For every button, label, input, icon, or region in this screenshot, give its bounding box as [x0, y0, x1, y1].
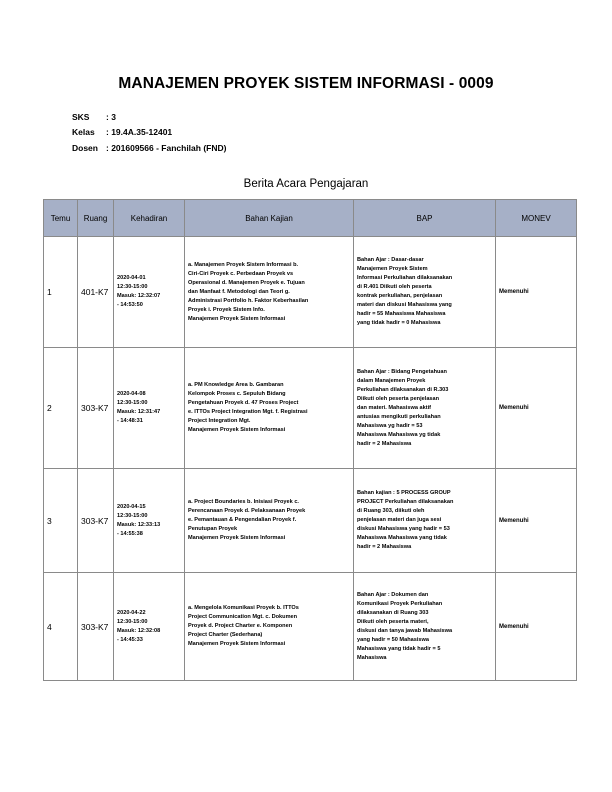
kehadiran-line: 12:30-15:00 — [117, 618, 148, 625]
bahan-line: Project Integration Mgt. — [188, 418, 251, 424]
cell-ruang: 401-K7 — [78, 237, 114, 348]
bap-line: Bahan Ajar : Bidang Pengetahuan — [357, 368, 447, 375]
cell-ruang: 303-K7 — [78, 573, 114, 681]
cell-monev: Memenuhi — [496, 469, 577, 573]
cell-kehadiran — [114, 237, 185, 348]
bap-line: dalam Manajemen Proyek — [357, 377, 426, 384]
course-meta — [72, 109, 226, 156]
cell-ruang: 303-K7 — [78, 469, 114, 573]
bap-line: di Ruang 303, diikuti oleh — [357, 508, 425, 514]
bap-line: yang tidak hadir = 0 Mahasiswa — [357, 320, 441, 326]
meta-label: Dosen — [72, 142, 98, 153]
meta-kelas — [72, 125, 226, 141]
meta-label: Kelas — [72, 127, 95, 138]
bap-line: diskusi Mahasiswa yang hadir = 53 — [357, 526, 450, 532]
cell-ruang: 303-K7 — [78, 348, 114, 469]
cell-bahan-kajian — [185, 469, 354, 573]
bahan-line: Project Communication Mgt. c. Dokumen — [188, 614, 298, 620]
kehadiran-line: Masuk: 12:31:47 — [117, 409, 161, 415]
table-body — [44, 237, 577, 681]
bahan-line: Penutupan Proyek — [188, 526, 238, 532]
bahan-line: Manajemen Proyek Sistem Informasi — [188, 427, 286, 433]
bap-line: Diikuti oleh peserta materi, — [357, 618, 429, 625]
bap-line: di R.401 Diikuti oleh peserta — [357, 284, 432, 290]
bap-line: hadir = 2 Mahasiswa — [357, 440, 412, 447]
bap-line: dan materi. Mahasiswa aktif — [357, 404, 431, 411]
cell-kehadiran — [114, 469, 185, 573]
kehadiran-line: Masuk: 12:33:13 — [117, 521, 161, 528]
meta-label: SKS — [72, 111, 90, 122]
bahan-line: Proyek i. Proyek Sistem Info. — [188, 306, 265, 313]
bap-line: penjelasan materi dan juga sesi — [357, 517, 442, 523]
cell-temu: 3 — [44, 469, 78, 573]
bap-line: Bahan kajian : 5 PROCESS GROUP — [357, 490, 451, 496]
kehadiran-line: 2020-04-01 — [117, 275, 146, 281]
kehadiran-line: - 14:53:50 — [117, 302, 143, 308]
bap-line: Bahan Ajar : Dokumen dan — [357, 591, 429, 598]
cell-temu: 2 — [44, 348, 78, 469]
cell-bap — [354, 469, 496, 573]
header-temu: Temu — [44, 200, 78, 237]
bahan-line: Kelompok Proses c. Sepuluh Bidang — [188, 391, 286, 397]
kehadiran-line: - 14:45:33 — [117, 636, 143, 643]
cell-temu: 1 — [44, 237, 78, 348]
bap-line: Mahasiswa Mahasiswa yg tidak — [357, 431, 441, 438]
bap-line: hadir = 55 Mahasiswa Mahasiswa — [357, 311, 446, 317]
header-ruang: Ruang — [78, 200, 114, 237]
page-title: MANAJEMEN PROYEK SISTEM INFORMASI - 0009 — [118, 75, 494, 92]
cell-monev: Memenuhi — [496, 237, 577, 348]
cell-bap — [354, 348, 496, 469]
bahan-line: Manajemen Proyek Sistem Informasi — [188, 535, 286, 541]
bahan-line: Pengetahuan Proyek d. 47 Proses Project — [188, 400, 299, 406]
bahan-line: e. Pemantauan & Pengendalian Proyek f. — [188, 517, 297, 523]
table-row — [44, 348, 577, 469]
header-monev: MONEV — [496, 200, 577, 237]
header-kehadiran: Kehadiran — [114, 200, 185, 237]
bahan-line: Manajemen Proyek Sistem Informasi — [188, 315, 286, 322]
bap-line: hadir = 2 Mahasiswa — [357, 544, 412, 550]
bap-line: PROJECT Perkuliahan dilaksanakan — [357, 499, 454, 505]
kehadiran-line: - 14:55:38 — [117, 530, 143, 537]
kehadiran-line: Masuk: 12:32:08 — [117, 627, 161, 634]
bahan-line: Proyek d. Project Charter e. Komponen — [188, 623, 293, 629]
bahan-line: a. PM Knowledge Area b. Gambaran — [188, 382, 284, 388]
bahan-line: Perencanaan Proyek d. Pelaksanaan Proyek — [188, 508, 306, 514]
meta-value: : 19.4A.35-12401 — [106, 127, 173, 138]
cell-bahan-kajian — [185, 573, 354, 681]
berita-acara-table — [43, 199, 577, 681]
bahan-line: Manajemen Proyek Sistem Informasi — [188, 641, 286, 647]
bap-line: Mahasiswa yang tidak hadir = 5 — [357, 645, 441, 652]
bahan-line: Project Charter (Sederhana) — [188, 632, 263, 638]
cell-bahan-kajian — [185, 348, 354, 469]
kehadiran-line: - 14:48:31 — [117, 418, 143, 424]
bap-line: yang hadir = 50 Mahasiswa — [357, 636, 429, 643]
bap-line: Informasi Perkuliahan dilaksanakan — [357, 275, 453, 281]
kehadiran-line: Masuk: 12:32:07 — [117, 293, 161, 299]
bap-line: materi dan diskusi Mahasiswa yang — [357, 302, 452, 308]
kehadiran-line: 12:30-15:00 — [117, 512, 148, 519]
bap-line: Manajemen Proyek Sistem — [357, 266, 428, 272]
bahan-line: e. ITTOs Project Integration Mgt. f. Registrasi — [188, 409, 308, 415]
kehadiran-line: 2020-04-08 — [117, 391, 146, 397]
meta-sks — [72, 109, 226, 125]
bahan-line: a. Manajemen Proyek Sistem Informasi b. — [188, 261, 299, 268]
bahan-line: Ciri-Ciri Proyek c. Perbedaan Proyek vs — [188, 270, 294, 277]
bahan-line: a. Mengelola Komunikasi Proyek b. ITTOs — [188, 605, 299, 611]
header-bahan-kajian: Bahan Kajian — [185, 200, 354, 237]
kehadiran-line: 2020-04-15 — [117, 503, 146, 510]
header-bap: BAP — [354, 200, 496, 237]
cell-kehadiran — [114, 348, 185, 469]
bap-line: dilaksanakan di Ruang 303 — [357, 609, 429, 616]
bap-line: Bahan Ajar : Dasar-dasar — [357, 257, 424, 263]
table-row — [44, 237, 577, 348]
cell-kehadiran — [114, 573, 185, 681]
kehadiran-line: 12:30-15:00 — [117, 284, 148, 290]
kehadiran-line: 12:30-15:00 — [117, 400, 148, 406]
bap-line: diskusi dan tanya jawab Mahasiswa — [357, 627, 453, 634]
table-row — [44, 573, 577, 681]
bap-line: antusias mengikuti perkuliahan — [357, 413, 441, 420]
bahan-line: Administrasi Portfolio h. Faktor Keberhasilan — [188, 297, 309, 304]
kehadiran-line: 2020-04-22 — [117, 609, 146, 616]
table-header-row — [44, 200, 577, 237]
bap-line: Diikuti oleh peserta penjelasan — [357, 395, 440, 402]
bap-line: Mahasiswa yg hadir = 53 — [357, 422, 423, 429]
section-title: Berita Acara Pengajaran — [243, 178, 369, 190]
meta-value: : 201609566 - Fanchilah (FND) — [106, 142, 227, 153]
bahan-line: a. Project Boundaries b. Inisiasi Proyek c. — [188, 499, 299, 505]
cell-temu: 4 — [44, 573, 78, 681]
table-row — [44, 469, 577, 573]
bap-line: Komunikasi Proyek Perkuliahan — [357, 600, 443, 607]
bap-line: Mahasiswa — [357, 654, 387, 661]
meta-dosen — [72, 140, 226, 156]
cell-bap — [354, 573, 496, 681]
bahan-line: dan Manfaat f. Metodologi dan Teori g. — [188, 288, 290, 295]
bap-line: kontrak perkuliahan, penjelasan — [357, 293, 443, 299]
cell-bahan-kajian — [185, 237, 354, 348]
cell-monev: Memenuhi — [496, 348, 577, 469]
bap-line: Perkuliahan dilaksanakan di R.303 — [357, 386, 449, 393]
bahan-line: Operasional d. Manajemen Proyek e. Tujuan — [188, 279, 305, 286]
cell-bap — [354, 237, 496, 348]
cell-monev: Memenuhi — [496, 573, 577, 681]
meta-value: : 3 — [106, 111, 116, 122]
bap-line: Mahasiswa Mahasiswa yang tidak — [357, 535, 447, 541]
